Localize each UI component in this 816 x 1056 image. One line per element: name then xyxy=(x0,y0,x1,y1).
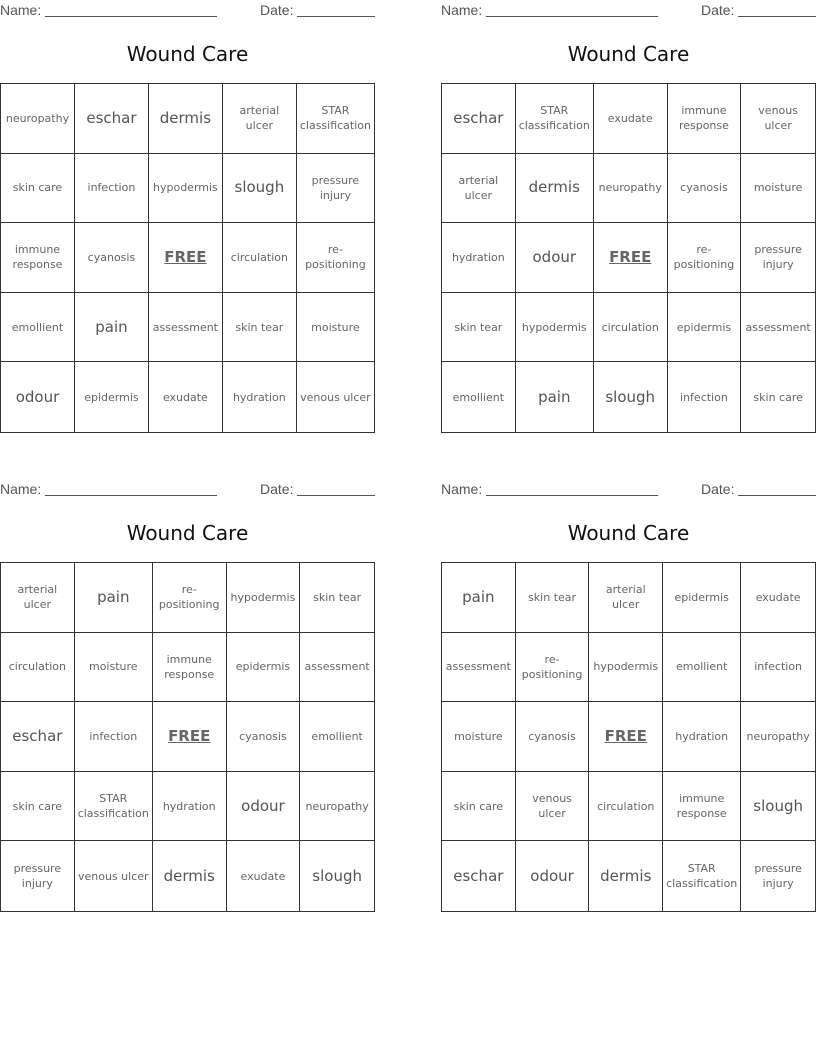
bingo-cell: moisture xyxy=(741,154,815,224)
bingo-cell: eschar xyxy=(75,84,149,154)
bingo-cell: pressure injury xyxy=(1,841,75,911)
date-label: Date: xyxy=(701,2,735,18)
bingo-cell: odour xyxy=(516,841,590,911)
bingo-cell: circulation xyxy=(223,223,297,293)
name-label: Name: xyxy=(441,2,483,18)
bingo-cell: immune response xyxy=(153,633,227,703)
bingo-cell: cyanosis xyxy=(227,702,301,772)
bingo-cell: skin tear xyxy=(223,293,297,363)
name-line xyxy=(45,16,217,17)
bingo-cell: pain xyxy=(75,563,153,633)
bingo-cell: odour xyxy=(227,772,301,842)
date-label: Date: xyxy=(260,2,294,18)
free-space-cell: FREE xyxy=(589,702,663,772)
bingo-cell: arterial ulcer xyxy=(223,84,297,154)
bingo-cell: arterial ulcer xyxy=(589,563,663,633)
bingo-cell: skin care xyxy=(753,390,803,404)
date-label: Date: xyxy=(701,481,735,497)
bingo-cell: STAR classification xyxy=(663,841,741,911)
bingo-cell: cyanosis xyxy=(516,702,590,772)
bingo-cell: venous ulcer xyxy=(516,772,590,842)
bingo-cell: immune response xyxy=(1,223,75,293)
bingo-cell: re-positioning xyxy=(153,563,227,633)
bingo-cell: re-positioning xyxy=(297,223,374,293)
bingo-cell: pain xyxy=(516,362,594,432)
date-line xyxy=(738,495,816,496)
bingo-cell: infection xyxy=(75,702,153,772)
bingo-cell: skin care xyxy=(1,772,75,842)
bingo-grid xyxy=(0,83,375,433)
bingo-cell: emollient xyxy=(300,702,374,772)
bingo-cell: hypodermis xyxy=(149,154,223,224)
bingo-cell: exudate xyxy=(741,563,815,633)
bingo-cell: STAR classification xyxy=(75,772,153,842)
bingo-cell: hypodermis xyxy=(516,293,594,363)
bingo-cell: pressure injury xyxy=(297,154,374,224)
bingo-cell: eschar xyxy=(442,84,516,154)
bingo-cell: circulation xyxy=(594,293,668,363)
bingo-card-3 xyxy=(0,479,375,919)
bingo-cell: assessment xyxy=(442,633,516,703)
bingo-cell: re-positioning xyxy=(516,633,590,703)
date-line xyxy=(297,495,375,496)
bingo-cell: hydration xyxy=(442,223,516,293)
bingo-cell: pain xyxy=(442,563,516,633)
bingo-cell: odour xyxy=(1,362,75,432)
bingo-cell: infection xyxy=(75,154,149,224)
bingo-cell: slough xyxy=(594,362,668,432)
bingo-cell: re-positioning xyxy=(668,223,742,293)
name-date-row xyxy=(0,0,375,20)
bingo-cell: infection xyxy=(668,362,742,432)
card-title: Wound Care xyxy=(567,521,690,545)
bingo-cell: pressure injury xyxy=(754,862,802,891)
free-space-cell: FREE xyxy=(149,223,223,293)
bingo-cell: dermis xyxy=(149,84,223,154)
card-title: Wound Care xyxy=(126,521,249,545)
bingo-cell: infection xyxy=(741,633,815,703)
date-label: Date: xyxy=(260,481,294,497)
bingo-cell: assessment xyxy=(300,633,374,703)
bingo-cell: emollient xyxy=(663,633,741,703)
bingo-cell: eschar xyxy=(1,702,75,772)
bingo-cell: venous ulcer xyxy=(300,390,371,404)
bingo-cell: neuropathy xyxy=(594,154,668,224)
bingo-cell: pressure injury xyxy=(741,223,815,293)
bingo-cell: skin tear xyxy=(442,293,516,363)
bingo-cell: skin care xyxy=(442,772,516,842)
date-line xyxy=(297,16,375,17)
bingo-cell: moisture xyxy=(297,293,374,363)
bingo-cell: arterial ulcer xyxy=(442,154,516,224)
bingo-cell: cyanosis xyxy=(668,154,742,224)
bingo-cell: epidermis xyxy=(663,563,741,633)
bingo-cell: skin tear xyxy=(516,563,590,633)
bingo-cell: slough xyxy=(312,866,362,885)
name-line xyxy=(486,495,658,496)
bingo-cell: exudate xyxy=(149,362,223,432)
card-title: Wound Care xyxy=(126,42,249,66)
bingo-cell: STAR classification xyxy=(516,84,594,154)
bingo-cell: hypodermis xyxy=(589,633,663,703)
bingo-cell: pain xyxy=(75,293,149,363)
name-date-row xyxy=(0,479,375,499)
bingo-cell: hydration xyxy=(663,702,741,772)
bingo-cell: slough xyxy=(741,772,815,842)
bingo-cell: moisture xyxy=(442,702,516,772)
bingo-cell: epidermis xyxy=(75,362,149,432)
name-line xyxy=(486,16,658,17)
free-space-cell: FREE xyxy=(153,702,227,772)
date-line xyxy=(738,16,816,17)
bingo-cell: moisture xyxy=(75,633,153,703)
bingo-cell: STAR classification xyxy=(297,84,374,154)
bingo-cell: emollient xyxy=(442,362,516,432)
bingo-cell: immune response xyxy=(668,84,742,154)
bingo-cell: epidermis xyxy=(227,633,301,703)
bingo-cell: venous ulcer xyxy=(75,841,153,911)
bingo-cell: epidermis xyxy=(668,293,742,363)
name-line xyxy=(45,495,217,496)
bingo-cell: venous ulcer xyxy=(741,84,815,154)
bingo-card-1 xyxy=(0,0,375,440)
bingo-cell: skin tear xyxy=(300,563,374,633)
name-label: Name: xyxy=(0,481,42,497)
bingo-cell: dermis xyxy=(516,154,594,224)
bingo-cell: hydration xyxy=(223,362,297,432)
bingo-cell: circulation xyxy=(589,772,663,842)
name-date-row xyxy=(441,479,816,499)
bingo-cell: skin care xyxy=(1,154,75,224)
card-title: Wound Care xyxy=(567,42,690,66)
bingo-cell: arterial ulcer xyxy=(1,563,75,633)
bingo-grid xyxy=(0,562,375,912)
bingo-cell: eschar xyxy=(442,841,516,911)
bingo-cell: emollient xyxy=(1,293,75,363)
bingo-cell: assessment xyxy=(149,293,223,363)
name-label: Name: xyxy=(441,481,483,497)
bingo-cell: slough xyxy=(223,154,297,224)
bingo-cell: neuropathy xyxy=(300,772,374,842)
bingo-cell: exudate xyxy=(594,84,668,154)
bingo-cell: exudate xyxy=(227,841,301,911)
bingo-card-4 xyxy=(441,479,816,919)
bingo-cell: hydration xyxy=(153,772,227,842)
free-space-cell: FREE xyxy=(594,223,668,293)
bingo-cell: dermis xyxy=(153,841,227,911)
bingo-cell: odour xyxy=(516,223,594,293)
bingo-cell: dermis xyxy=(589,841,663,911)
bingo-card-2 xyxy=(441,0,816,440)
bingo-cell: circulation xyxy=(1,633,75,703)
bingo-cell: immune response xyxy=(663,772,741,842)
bingo-grid xyxy=(441,83,816,433)
bingo-grid xyxy=(441,562,816,912)
bingo-cell: cyanosis xyxy=(75,223,149,293)
bingo-cell: hypodermis xyxy=(227,563,301,633)
name-date-row xyxy=(441,0,816,20)
bingo-cell: assessment xyxy=(741,293,815,363)
name-label: Name: xyxy=(0,2,42,18)
bingo-cell: neuropathy xyxy=(1,84,75,154)
bingo-cell: neuropathy xyxy=(741,702,815,772)
